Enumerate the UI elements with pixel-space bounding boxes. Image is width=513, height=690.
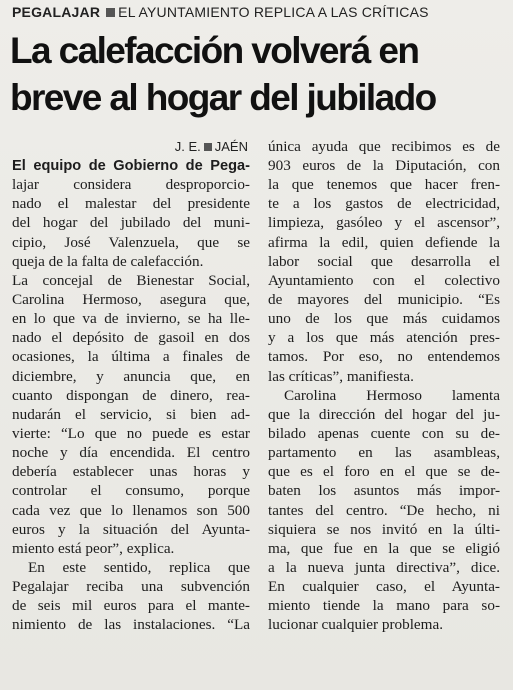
headline-line-1: La calefacción volverá en [10,30,419,71]
article-column-left [12,139,250,635]
text-line: lajar considera desproporcio- [12,176,250,194]
kicker [12,3,507,21]
text-line: debería establecer unas horas y [12,463,250,481]
square-bullet-icon [106,8,115,17]
text-line: Pegalajar reciba una subvención [12,578,250,596]
text-line: en lo que va de invierno, se ha lle- [12,310,250,328]
article-column-right [268,137,500,635]
text-line [12,156,250,175]
text-line: En este sentido, replica que [28,558,250,576]
text-line: miento está peor”, explica. [12,539,175,557]
text-line: cuanto dispongan de dinero, rea- [12,386,250,404]
text-line: En cualquier caso, el Ayunta- [268,578,500,596]
text-line: nudarán el servicio, si bien ad- [12,405,250,423]
text-line: controlar el consumo, porque [12,482,250,500]
text-line: queja de la falta de calefacción. [12,252,204,270]
text-line: diciembre, y anuncia que, en [12,367,250,385]
text-line: nado el malestar del presidente [12,195,250,213]
headline-line-2: breve al hogar del jubilado [10,77,436,118]
text-line: noche y día encendida. El centro [12,444,250,462]
text-line: labor social que desarrolla el [268,252,500,270]
text-line: cipio, José Valenzuela, que se [12,233,250,251]
text-line: tamos. Por eso, no entendemos [268,348,500,366]
text-line: afirma la edil, quien defiende la [268,233,500,251]
byline-author: J. E. [174,139,201,154]
section-label: PEGALAJAR [12,4,101,20]
text-line: única ayuda que recibimos es de [268,137,500,155]
text-line: Carolina Hermoso lamenta [284,386,500,404]
text-line: 903 euros de la Diputación, con [268,157,500,174]
byline-place: JAÉN [214,139,248,154]
text-line: euros y la situación del Ayunta- [12,520,250,538]
text-line: bilado apenas cuente con su de- [268,424,500,442]
text-line: cada vez que lo llenamos son 500 [12,501,250,519]
text-line: que es el foro en el que se de- [268,463,500,481]
text-line: nimiento de las instalaciones. “La [12,616,250,634]
text-line: partamento en las asambleas, [268,444,500,462]
byline [175,137,248,156]
text-line: ma, que fue en la que se eligió [268,539,500,557]
text-line: la que tenemos que hacer fren- [268,176,500,194]
kicker-deck: EL AYUNTAMIENTO REPLICA A LAS CRÍTICAS [118,4,429,20]
text-line: que la dirección del hogar del ju- [268,405,500,423]
text-line: baten los asuntos más impor- [268,482,500,500]
text-line: te a los gastos de electricidad, [268,195,500,213]
text-line: vierte: “Lo que no puede es estar [12,424,250,442]
headline [10,27,510,121]
text-line: nado el depósito de gasoil en dos [12,329,250,347]
text-line: del hogar del jubilado del muni- [12,214,250,232]
text-line: de mayores del municipio. “Es [268,290,500,308]
text-line: limpieza, gasóleo y el ascensor”, [268,214,500,232]
text-line: Carolina Hermoso, asegura que, [12,290,250,308]
right-column-body [268,137,500,635]
text-line: y a los que más atención pres- [268,329,500,347]
left-column-body [12,156,250,635]
lead-in-text: El equipo de Gobierno de Pega- [12,158,250,174]
square-bullet-icon [204,143,212,151]
text-line: uno de los que más cuidamos [268,310,500,328]
text-line: tantes del centro. “De hecho, ni [268,501,500,519]
text-line: a la nueva junta directiva”, dice. [268,558,500,576]
text-line: Ayuntamiento con el colectivo [268,271,500,289]
text-line: lucionar cualquier problema. [268,616,444,634]
text-line: de seis mil euros para el mante- [12,597,250,615]
text-line: siquiera se nos invitó en la últi- [268,520,500,538]
text-line: las críticas”, manifiesta. [268,367,414,385]
text-line: La concejal de Bienestar Social, [12,271,250,289]
text-line: miento tiende la mano para so- [268,597,500,615]
text-line: ocasiones, la última a finales de [12,348,250,366]
